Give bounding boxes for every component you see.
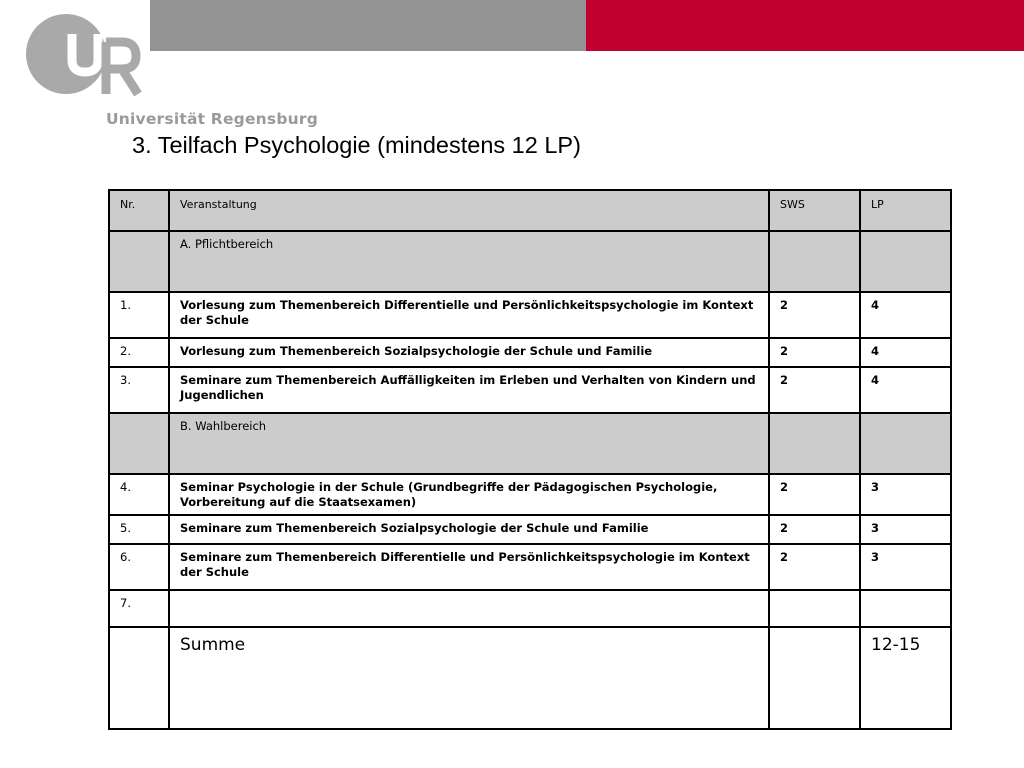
row-number: 4.: [109, 474, 169, 515]
table-header-row: [109, 190, 951, 231]
section-row-b: [109, 413, 951, 474]
course-table: [108, 189, 952, 730]
sum-lp: 12-15: [860, 627, 951, 729]
course-name: Seminare zum Themenbereich Sozialpsychologie der Schule und Familie: [169, 515, 769, 544]
row-number: 7.: [109, 590, 169, 627]
row-number: 3.: [109, 367, 169, 413]
course-name: Vorlesung zum Themenbereich Differentielle und Persönlichkeitspsychologie im Kontext der Schule: [169, 292, 769, 338]
section-row-a: [109, 231, 951, 292]
table-row: [109, 590, 951, 627]
course-name: Seminare zum Themenbereich Differentielle und Persönlichkeitspsychologie im Kontext der Schule: [169, 544, 769, 590]
course-sws: 2: [769, 515, 860, 544]
course-lp: 3: [860, 515, 951, 544]
header-nr: Nr.: [109, 190, 169, 231]
course-name: Seminare zum Themenbereich Auffälligkeiten im Erleben und Verhalten von Kindern und Jugendlichen: [169, 367, 769, 413]
sum-row: [109, 627, 951, 729]
course-sws: 2: [769, 292, 860, 338]
course-name: [169, 590, 769, 627]
course-sws: [769, 590, 860, 627]
course-name: Seminar Psychologie in der Schule (Grundbegriffe der Pädagogischen Psychologie, Vorbereitung auf die Staatsexamen): [169, 474, 769, 515]
course-sws: 2: [769, 474, 860, 515]
header-sws: SWS: [769, 190, 860, 231]
table-row: [109, 338, 951, 367]
course-lp: 3: [860, 544, 951, 590]
course-sws: 2: [769, 544, 860, 590]
row-number: 2.: [109, 338, 169, 367]
university-name: Universität Regensburg: [106, 110, 318, 128]
course-lp: 4: [860, 292, 951, 338]
sum-label: Summe: [169, 627, 769, 729]
course-lp: 4: [860, 338, 951, 367]
table-row: [109, 474, 951, 515]
header-grey-bar: [150, 0, 586, 51]
course-sws: 2: [769, 367, 860, 413]
row-number: 6.: [109, 544, 169, 590]
table-row: [109, 292, 951, 338]
course-sws: 2: [769, 338, 860, 367]
section-label-a: A. Pflichtbereich: [169, 231, 769, 292]
table-row: [109, 544, 951, 590]
row-number: 1.: [109, 292, 169, 338]
course-name: Vorlesung zum Themenbereich Sozialpsychologie der Schule und Familie: [169, 338, 769, 367]
table-row: [109, 515, 951, 544]
section-label-b: B. Wahlbereich: [169, 413, 769, 474]
university-logo: [26, 14, 150, 104]
course-lp: 3: [860, 474, 951, 515]
course-lp: [860, 590, 951, 627]
row-number: 5.: [109, 515, 169, 544]
header-red-bar: [586, 0, 1024, 51]
page-title: 3. Teilfach Psychologie (mindestens 12 LP): [132, 132, 581, 158]
header-lp: LP: [860, 190, 951, 231]
course-lp: 4: [860, 367, 951, 413]
table-row: [109, 367, 951, 413]
header-course: Veranstaltung: [169, 190, 769, 231]
